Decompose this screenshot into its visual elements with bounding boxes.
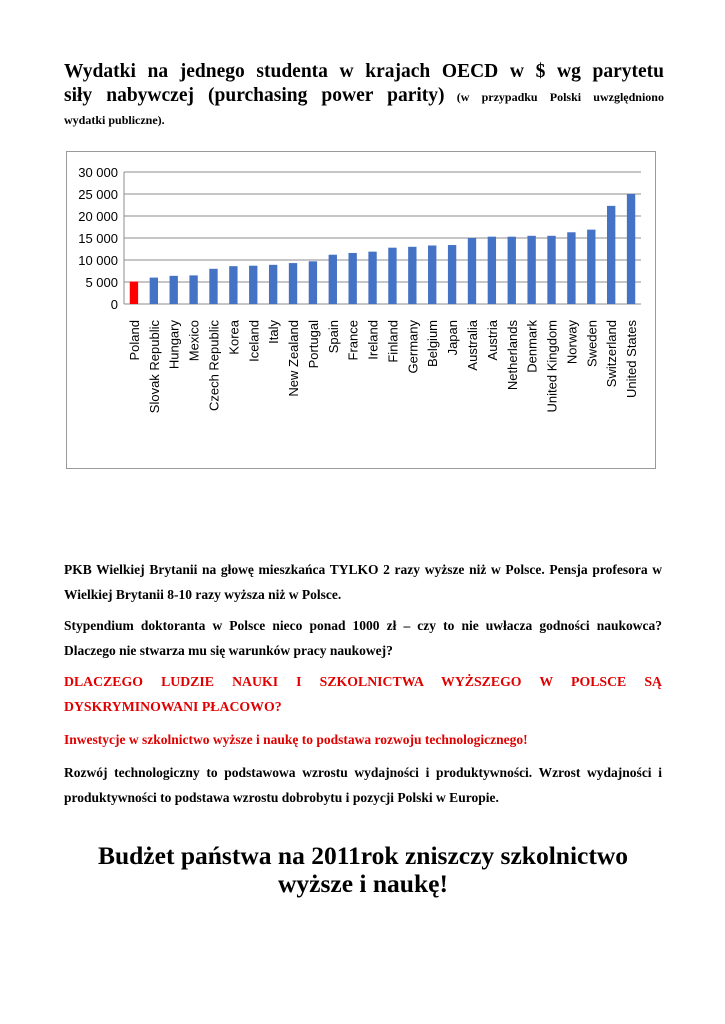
- x-tick-label: United Kingdom: [544, 320, 560, 413]
- x-tick-label: Spain: [325, 320, 341, 354]
- budget-headline: [64, 842, 662, 898]
- x-tick-label: New Zealand: [286, 320, 302, 397]
- heading-line-2-main: siły nabywczej (purchasing power parity): [64, 85, 445, 106]
- x-tick-label: Switzerland: [604, 320, 620, 388]
- x-tick-label: Belgium: [425, 320, 441, 367]
- x-tick-label: Poland: [126, 320, 142, 361]
- bar: [567, 232, 575, 304]
- x-tick-label: Finland: [385, 320, 401, 363]
- bar: [229, 266, 237, 304]
- budget-headline-line-1: Budżet państwa na 2011rok zniszczy szkolnictwo: [97, 841, 629, 870]
- bar: [627, 194, 635, 304]
- bar: [289, 263, 297, 304]
- bar: [189, 275, 197, 304]
- x-tick-label: Korea: [226, 320, 242, 355]
- bar: [448, 245, 456, 304]
- bar: [468, 238, 476, 304]
- bar: [329, 255, 337, 304]
- x-tick-label: Mexico: [186, 320, 202, 362]
- bar-chart: [66, 151, 656, 469]
- bar: [408, 247, 416, 304]
- heading-line-2-note: (w przypadku Polski uwzględniono: [444, 90, 664, 104]
- paragraph-gdp: PKB Wielkiej Brytanii na głowę mieszkańca TYLKO 2 razy wyższe niż w Polsce. Pensja profesora w Wielkiej Brytanii 8-10 razy wyższa niż w Polsce.: [64, 562, 662, 602]
- bar: [130, 282, 138, 304]
- bar: [209, 269, 217, 304]
- bar: [587, 230, 595, 304]
- bar: [508, 237, 516, 304]
- bar: [368, 252, 376, 304]
- paragraph-discrimination: DLACZEGO LUDZIE NAUKI I SZKOLNICTWA WYŻSZEGO W POLSCE SĄ DYSKRYMINOWANI PŁACOWO?: [64, 674, 662, 714]
- x-tick-label: Australia: [464, 320, 480, 371]
- y-tick-label: 10 000: [78, 253, 118, 268]
- y-tick-label: 25 000: [78, 187, 118, 202]
- heading-line-1: Wydatki na jednego studenta w krajach OECD w $ wg parytetu: [64, 61, 664, 82]
- bar: [388, 248, 396, 304]
- y-tick-label: 30 000: [78, 165, 118, 180]
- x-tick-label: Ireland: [365, 320, 381, 360]
- heading-line-2: [64, 84, 664, 109]
- bar: [269, 265, 277, 304]
- x-tick-label: Sweden: [584, 320, 600, 367]
- x-tick-label: Czech Republic: [206, 320, 222, 412]
- x-tick-label: Denmark: [524, 320, 540, 373]
- bar: [547, 236, 555, 304]
- y-tick-label: 0: [110, 297, 118, 312]
- paragraph-stipend: Stypendium doktoranta w Polsce nieco ponad 1000 zł – czy to nie uwłacza godności naukowca? Dlaczego nie stwarza mu się warunków pracy naukowej?: [64, 618, 662, 658]
- budget-headline-line-2: wyższe i naukę!: [278, 869, 448, 898]
- y-tick-label: 5 000: [85, 275, 118, 290]
- paragraph-investment: Inwestycje w szkolnictwo wyższe i naukę to podstawa rozwoju technologicznego!: [64, 732, 528, 747]
- bar: [150, 278, 158, 304]
- x-tick-label: Japan: [445, 320, 461, 356]
- x-tick-label: Austria: [484, 320, 500, 361]
- bar: [428, 245, 436, 304]
- bar: [309, 261, 317, 304]
- paragraph-development: Rozwój technologiczny to podstawowa wzrostu wydajności i produktywności. Wzrost wydajności i produktywności to podstawa wzrostu dobrobytu i pozycji Polski w Europie.: [64, 765, 662, 805]
- x-tick-label: Slovak Republic: [146, 320, 162, 414]
- bar: [348, 253, 356, 304]
- y-tick-label: 20 000: [78, 209, 118, 224]
- x-tick-label: Hungary: [166, 320, 182, 370]
- x-tick-label: France: [345, 320, 361, 361]
- bar: [249, 266, 257, 304]
- x-tick-label: Iceland: [246, 320, 262, 362]
- bar: [170, 276, 178, 304]
- x-tick-label: Italy: [266, 320, 282, 344]
- x-tick-label: Germany: [405, 320, 421, 374]
- bar: [488, 237, 496, 304]
- x-tick-label: Portugal: [305, 320, 321, 369]
- x-tick-label: United States: [624, 320, 640, 399]
- x-tick-label: Norway: [564, 320, 580, 365]
- bar: [607, 206, 615, 304]
- y-tick-label: 15 000: [78, 231, 118, 246]
- bar-chart-svg: [67, 152, 655, 468]
- x-tick-label: Netherlands: [504, 320, 520, 391]
- bar: [527, 236, 535, 304]
- heading-line-3: wydatki publiczne).: [64, 113, 165, 127]
- document-heading: [64, 60, 664, 131]
